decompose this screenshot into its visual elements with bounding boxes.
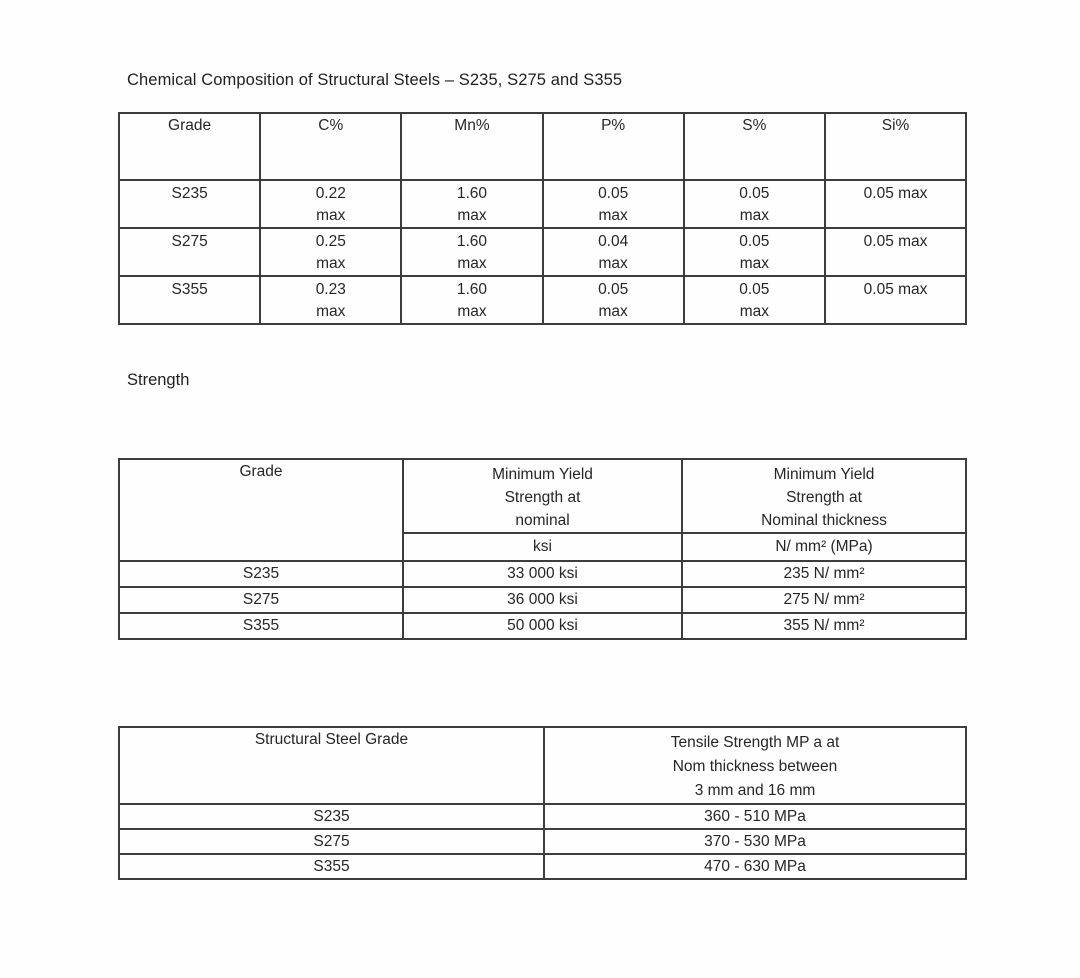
si-value: 0.05 max xyxy=(863,281,928,298)
mn-value: 1.60 xyxy=(456,281,488,298)
grade-value: S275 xyxy=(171,233,208,250)
mn-note: max xyxy=(457,255,487,272)
yield-strength-table xyxy=(118,458,967,640)
mn-cell xyxy=(401,228,542,276)
page-title: Chemical Composition of Structural Steels – S235, S275 and S355 xyxy=(127,71,623,89)
tensile-cell: 470 - 630 MPa xyxy=(544,854,966,879)
s-cell xyxy=(684,228,825,276)
yield-ksi-cell: 33 000 ksi xyxy=(403,561,682,587)
si-cell xyxy=(825,276,966,324)
chemical-composition-table xyxy=(118,112,967,325)
si-value: 0.05 max xyxy=(863,185,928,202)
table-row-s355 xyxy=(119,613,966,639)
header-line: Minimum Yield xyxy=(492,466,593,483)
si-cell xyxy=(825,180,966,228)
col-header-yield-ksi xyxy=(403,459,682,533)
mn-cell xyxy=(401,180,542,228)
header-line: Strength at xyxy=(504,489,581,506)
tensile-table-header-row xyxy=(119,727,966,804)
c-value: 0.22 xyxy=(315,185,346,202)
p-note: max xyxy=(598,255,628,272)
grade-value: S355 xyxy=(171,281,208,298)
c-note: max xyxy=(316,207,346,224)
p-cell xyxy=(543,180,684,228)
strength-heading: Strength xyxy=(127,371,190,389)
col-header-c: C% xyxy=(260,113,401,180)
table-row-s355 xyxy=(119,276,966,324)
table-row-s235 xyxy=(119,561,966,587)
header-line: Strength at xyxy=(786,489,862,506)
col-header-grade: Grade xyxy=(119,459,403,561)
table-row-s235 xyxy=(119,180,966,228)
c-value: 0.25 xyxy=(315,233,346,250)
tensile-cell: 370 - 530 MPa xyxy=(544,829,966,854)
grade-value: S235 xyxy=(171,185,208,202)
grade-cell xyxy=(119,180,260,228)
col-header-tensile xyxy=(544,727,966,804)
c-note: max xyxy=(316,303,346,320)
header-line: Tensile Strength MP a at xyxy=(670,734,840,751)
s-note: max xyxy=(739,303,769,320)
s-value: 0.05 xyxy=(739,281,770,298)
table-row-s275 xyxy=(119,228,966,276)
grade-cell: S235 xyxy=(119,804,544,829)
header-line: 3 mm and 16 mm xyxy=(694,782,816,799)
si-value: 0.05 max xyxy=(863,233,928,250)
p-value: 0.05 xyxy=(598,281,629,298)
grade-cell: S355 xyxy=(119,854,544,879)
mn-note: max xyxy=(457,207,487,224)
mn-value: 1.60 xyxy=(456,185,488,202)
unit-mpa: N/ mm² (MPa) xyxy=(682,533,966,561)
grade-cell xyxy=(119,228,260,276)
table-row-s275 xyxy=(119,829,966,854)
p-cell xyxy=(543,228,684,276)
yield-mpa-cell: 235 N/ mm² xyxy=(682,561,966,587)
col-header-steel-grade: Structural Steel Grade xyxy=(119,727,544,804)
yield-table-header-row xyxy=(119,459,966,533)
yield-ksi-cell: 50 000 ksi xyxy=(403,613,682,639)
yield-mpa-cell: 355 N/ mm² xyxy=(682,613,966,639)
grade-cell xyxy=(119,276,260,324)
unit-ksi: ksi xyxy=(403,533,682,561)
si-cell xyxy=(825,228,966,276)
c-cell xyxy=(260,180,401,228)
header-line: Nominal thickness xyxy=(761,512,887,529)
grade-cell: S235 xyxy=(119,561,403,587)
grade-cell: S275 xyxy=(119,587,403,613)
s-value: 0.05 xyxy=(739,233,770,250)
c-cell xyxy=(260,228,401,276)
grade-cell: S275 xyxy=(119,829,544,854)
yield-ksi-cell: 36 000 ksi xyxy=(403,587,682,613)
s-note: max xyxy=(739,207,769,224)
s-cell xyxy=(684,276,825,324)
header-line: Nom thickness between xyxy=(672,758,838,775)
tensile-cell: 360 - 510 MPa xyxy=(544,804,966,829)
s-cell xyxy=(684,180,825,228)
col-header-si: Si% xyxy=(825,113,966,180)
p-value: 0.04 xyxy=(598,233,629,250)
mn-cell xyxy=(401,276,542,324)
grade-cell: S355 xyxy=(119,613,403,639)
p-note: max xyxy=(598,303,628,320)
header-line: Minimum Yield xyxy=(773,466,875,483)
p-cell xyxy=(543,276,684,324)
table-row-s275 xyxy=(119,587,966,613)
col-header-grade: Grade xyxy=(119,113,260,180)
yield-mpa-cell: 275 N/ mm² xyxy=(682,587,966,613)
col-header-s: S% xyxy=(684,113,825,180)
tensile-strength-table xyxy=(118,726,967,880)
c-value: 0.23 xyxy=(315,281,346,298)
s-value: 0.05 xyxy=(739,185,770,202)
mn-note: max xyxy=(457,303,487,320)
p-note: max xyxy=(598,207,628,224)
chemical-table-header-row xyxy=(119,113,966,180)
c-cell xyxy=(260,276,401,324)
s-note: max xyxy=(739,255,769,272)
p-value: 0.05 xyxy=(598,185,629,202)
table-row-s235 xyxy=(119,804,966,829)
header-line: nominal xyxy=(515,512,570,529)
col-header-mn: Mn% xyxy=(401,113,542,180)
col-header-p: P% xyxy=(543,113,684,180)
c-note: max xyxy=(316,255,346,272)
table-row-s355 xyxy=(119,854,966,879)
col-header-yield-mpa xyxy=(682,459,966,533)
mn-value: 1.60 xyxy=(456,233,488,250)
